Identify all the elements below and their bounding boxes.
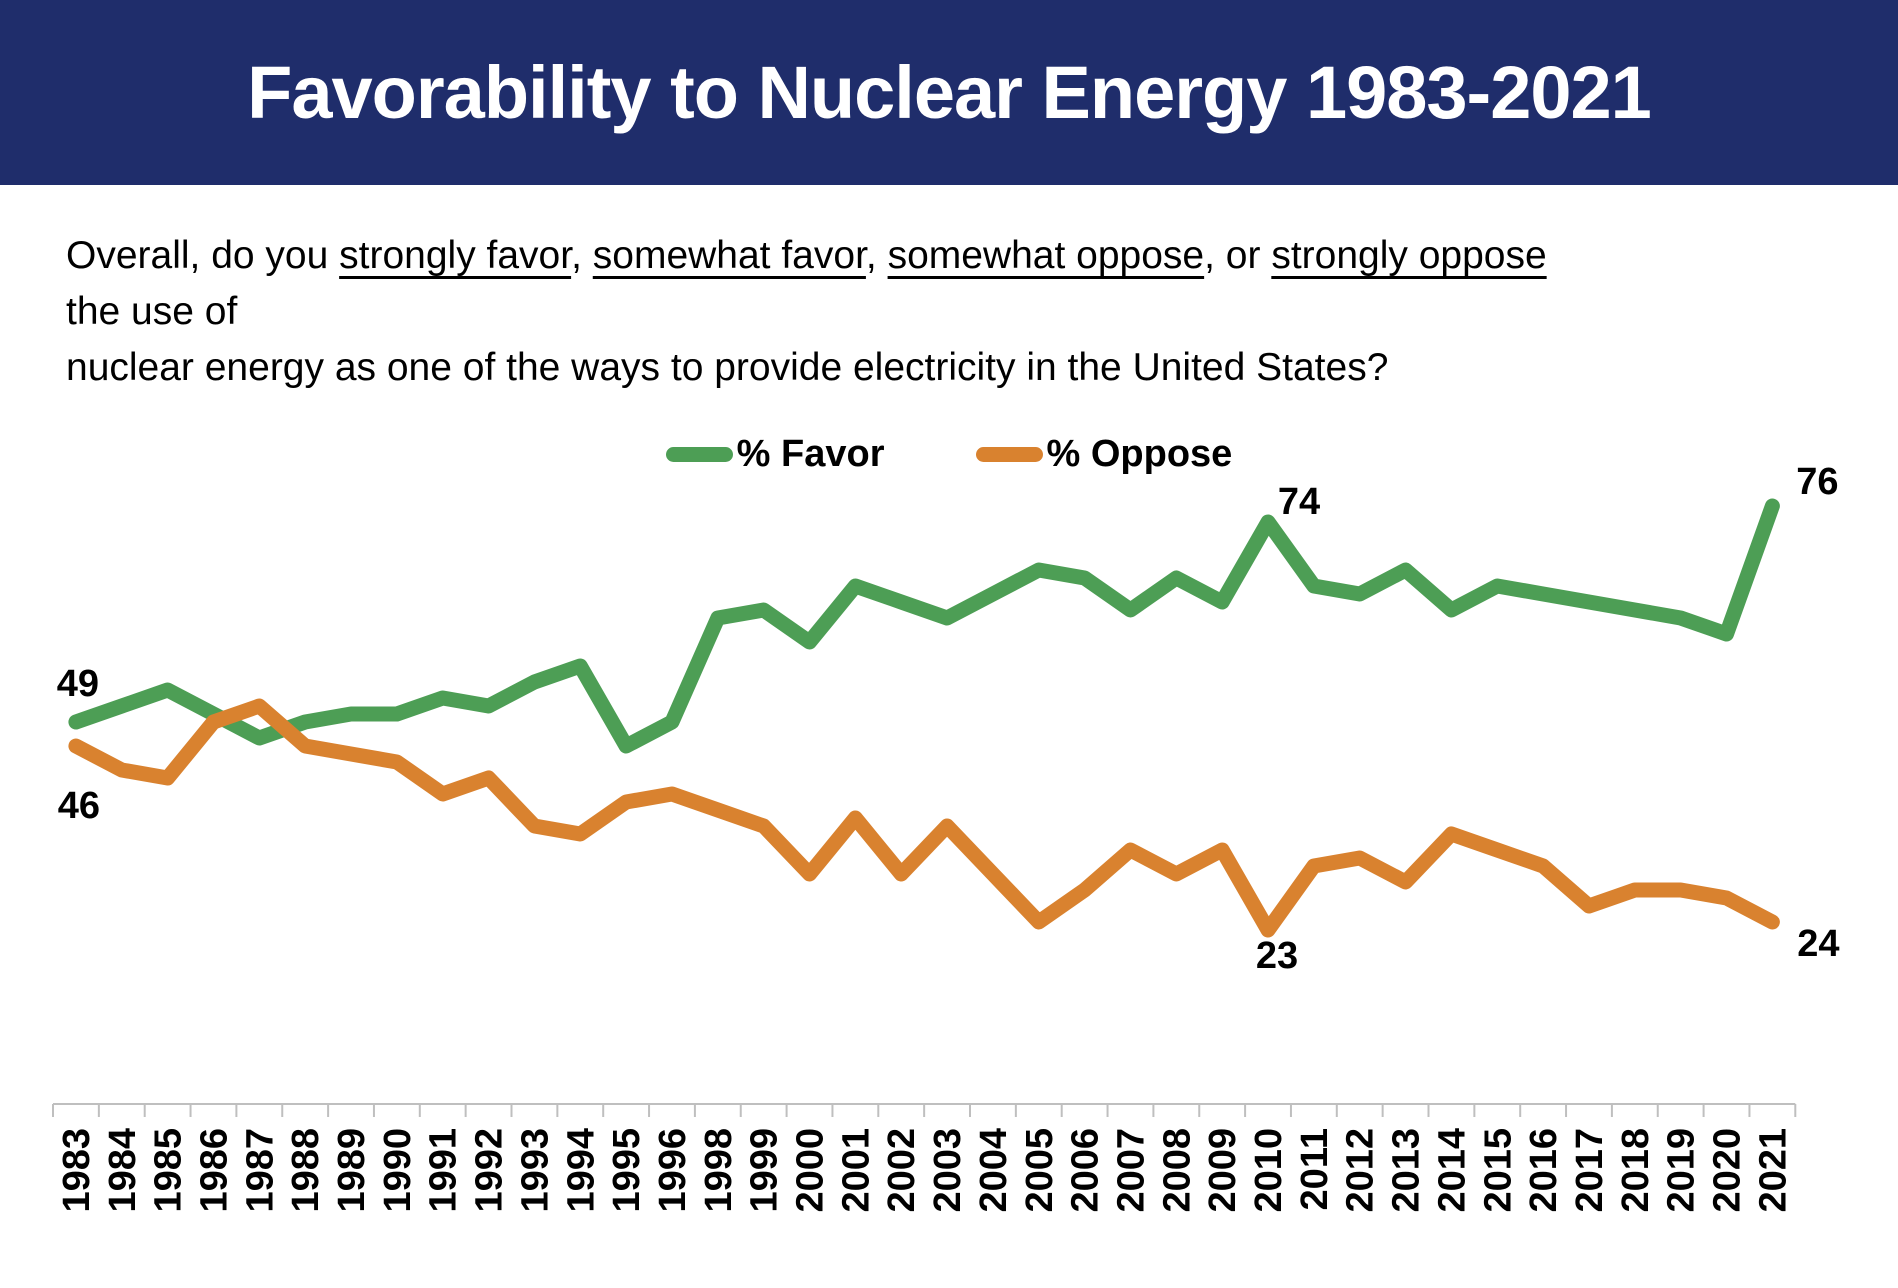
x-tick-label: 1991 [422, 1128, 465, 1213]
data-label-46: 46 [57, 785, 101, 827]
x-tick-label: 1986 [193, 1128, 236, 1213]
survey-question-line1: Overall, do you strongly favor, somewhat favor, somewhat oppose, or strongly oppose the use of [66, 234, 1547, 333]
x-tick-label: 1994 [560, 1128, 603, 1213]
x-tick-label: 2020 [1706, 1128, 1749, 1213]
x-tick-label: 2012 [1339, 1128, 1382, 1213]
x-tick-label: 1984 [101, 1128, 144, 1213]
legend-label-favor: % Favor [736, 433, 885, 475]
oppose-line [76, 706, 1772, 930]
x-tick-label: 2004 [972, 1128, 1015, 1213]
x-tick-label: 1992 [468, 1128, 511, 1213]
survey-question-line2: nuclear energy as one of the ways to provide electricity in the United States? [66, 346, 1389, 389]
x-tick-label: 2017 [1568, 1128, 1611, 1213]
x-tick-label: 2007 [1110, 1128, 1153, 1213]
underlined-strongly-oppose: strongly oppose [1271, 234, 1547, 277]
x-tick-label: 2006 [1064, 1128, 1107, 1213]
x-tick-label: 1990 [376, 1128, 419, 1213]
x-tick-label: 2002 [881, 1128, 924, 1213]
data-label-24: 24 [1797, 923, 1840, 965]
page-title: Favorability to Nuclear Energy 1983-2021 [247, 51, 1651, 134]
underlined-somewhat-oppose: somewhat oppose [887, 234, 1205, 277]
x-tick-label: 1998 [697, 1128, 740, 1213]
x-tick-label: 2019 [1660, 1128, 1703, 1213]
data-label-49: 49 [56, 663, 100, 705]
x-tick-label: 2013 [1385, 1128, 1428, 1213]
x-tick-label: 1988 [285, 1128, 328, 1213]
x-tick-label: 2014 [1431, 1128, 1474, 1213]
x-tick-label: 2005 [1018, 1128, 1061, 1213]
x-tick-label: 2000 [789, 1128, 832, 1213]
x-tick-label: 1987 [239, 1128, 282, 1213]
x-tick-label: 2008 [1156, 1128, 1199, 1213]
x-tick-label: 1995 [606, 1128, 649, 1213]
x-tick-label: 2010 [1248, 1128, 1291, 1213]
x-tick-label: 2003 [927, 1128, 970, 1213]
x-tick-label: 2018 [1614, 1128, 1657, 1213]
data-label-23: 23 [1255, 935, 1299, 977]
x-tick-label: 1996 [651, 1128, 694, 1213]
x-tick-label: 2009 [1202, 1128, 1245, 1213]
data-label-74: 74 [1277, 481, 1321, 523]
x-tick-label: 1999 [743, 1128, 786, 1213]
underlined-somewhat-favor: somewhat favor [592, 234, 866, 277]
legend-label-oppose: % Oppose [1046, 433, 1233, 475]
x-tick-label: 2011 [1293, 1128, 1336, 1211]
x-tick-label: 2001 [835, 1128, 878, 1213]
x-tick-label: 1983 [55, 1128, 98, 1213]
x-tick-label: 1993 [514, 1128, 557, 1213]
x-tick-label: 1989 [331, 1128, 374, 1213]
underlined-strongly-favor: strongly favor [339, 234, 572, 277]
x-tick-label: 2021 [1752, 1128, 1795, 1213]
favor-line [76, 506, 1772, 746]
x-tick-label: 2016 [1523, 1128, 1566, 1213]
x-tick-label: 2015 [1477, 1128, 1520, 1213]
data-label-76: 76 [1796, 461, 1839, 503]
x-tick-label: 1985 [147, 1128, 190, 1213]
